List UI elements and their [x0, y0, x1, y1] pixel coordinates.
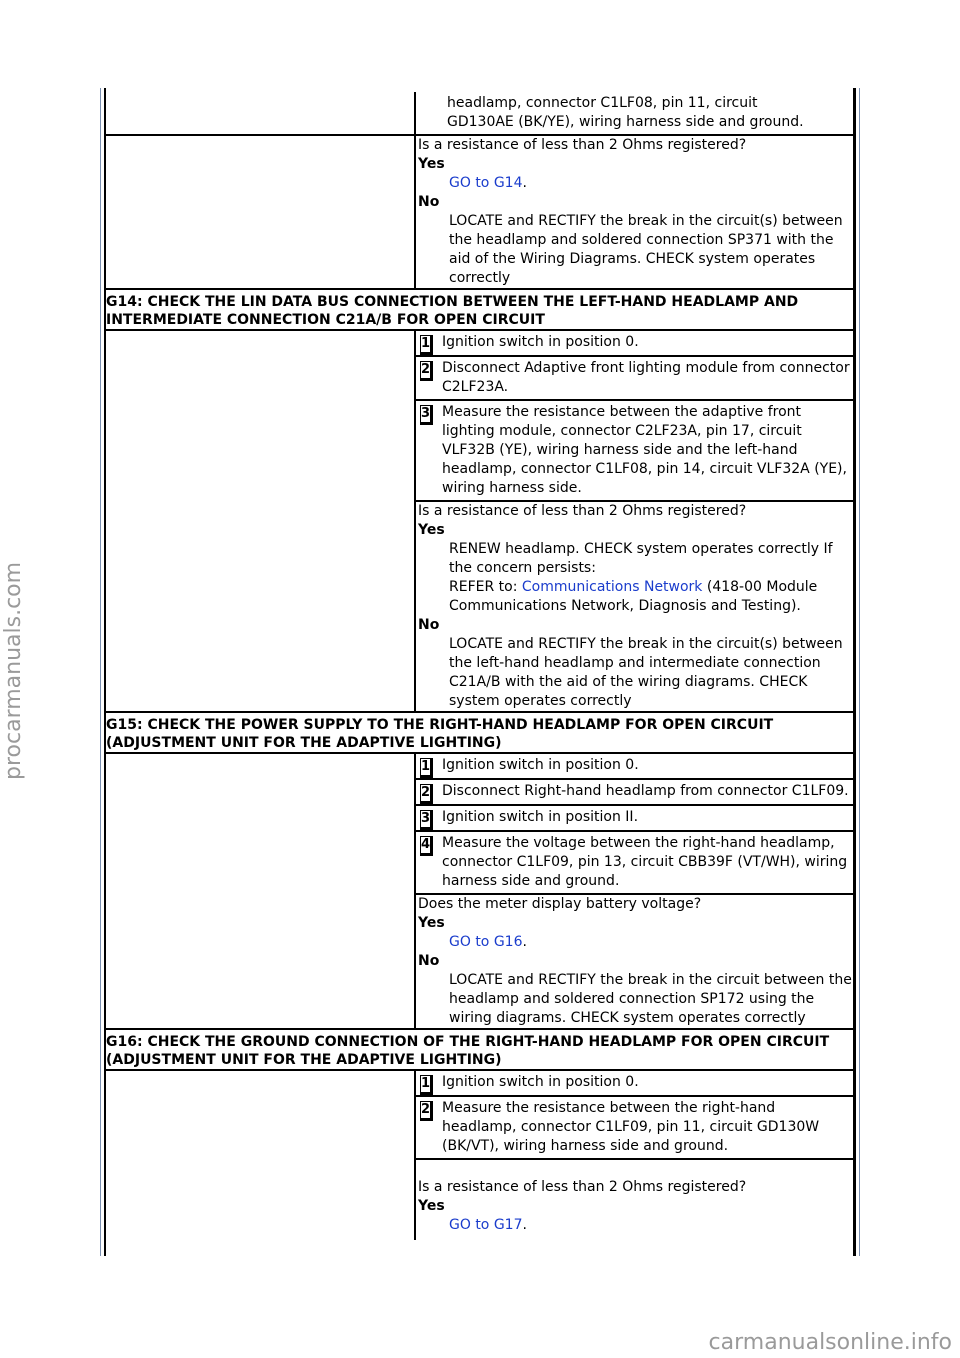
g15-steps	[104, 754, 855, 895]
step-item: 3 Measure the resistance between the adaptive front lighting module, connector C2LF23A, pin 17, circuit VLF32B (YE), wiring harness side and the left-hand headlamp, connector C1LF08, pin 14, circuit VLF32A (YE), wiring harness side.	[416, 401, 855, 502]
step-number: 1	[420, 335, 433, 355]
no-action-text: LOCATE and RECTIFY the break in the circuit between the headlamp and soldered connection SP172 using the wiring diagrams. CHECK system operates correctly	[449, 972, 852, 1026]
step-item: 2 Measure the resistance between the right-hand headlamp, connector C1LF09, pin 11, circuit GD130W (BK/VT), wiring harness side and ground.	[416, 1097, 855, 1160]
step-number: 3	[420, 405, 433, 425]
g15-header: G15: CHECK THE POWER SUPPLY TO THE RIGHT-HAND HEADLAMP FOR OPEN CIRCUIT (ADJUSTMENT UNIT FOR THE ADAPTIVE LIGHTING)	[104, 713, 855, 754]
footer-watermark: carmanualsonline.info	[708, 1330, 952, 1355]
step-number: 2	[420, 361, 433, 381]
g16-steps	[104, 1071, 855, 1160]
yes-label: Yes	[418, 156, 445, 172]
question-text: Is a resistance of less than 2 Ohms registered?	[418, 137, 747, 153]
yes-label: Yes	[418, 1198, 445, 1214]
yes-label: Yes	[418, 522, 445, 538]
step-number: 4	[420, 836, 433, 856]
step-item: 2 Disconnect Adaptive front lighting module from connector C2LF23A.	[416, 357, 855, 401]
question-text: Does the meter display battery voltage?	[418, 896, 702, 912]
question-text: Is a resistance of less than 2 Ohms registered?	[418, 503, 747, 519]
step-number: 3	[420, 810, 433, 830]
step-number: 2	[420, 784, 433, 804]
yes-label: Yes	[418, 915, 445, 931]
step-item: 1 Ignition switch in position 0.	[416, 1071, 855, 1097]
step-item: 1 Ignition switch in position 0.	[416, 331, 855, 357]
continuation-text-2: GD130AE (BK/YE), wiring harness side and ground.	[447, 114, 804, 130]
result-row-g15: Does the meter display battery voltage? Yes GO to G16. No LOCATE and RECTIFY the break in the circuit between the headlamp and soldered connection SP172 using the wiring diagrams. CHECK system operates correctly	[104, 895, 855, 1030]
communications-network-link[interactable]: Communications Network	[521, 579, 703, 595]
result-row-g13: Is a resistance of less than 2 Ohms registered? Yes GO to G14. No LOCATE and RECTIFY the break in the circuit(s) between the headlamp and soldered connection SP371 with the aid of the Wiring Diagrams. CHECK system operates correctly	[104, 136, 855, 290]
diagnostic-table	[104, 92, 855, 1240]
go-to-g17-link[interactable]: GO to G17	[449, 1217, 523, 1233]
go-to-g16-link[interactable]: GO to G16	[449, 934, 523, 950]
result-row-g16: Is a resistance of less than 2 Ohms registered? Yes GO to G17.	[104, 1160, 855, 1240]
yes-action-text: RENEW headlamp. CHECK system operates correctly If the concern persists:	[449, 541, 833, 576]
no-action-text: LOCATE and RECTIFY the break in the circuit(s) between the headlamp and soldered connection SP371 with the aid of the Wiring Diagrams. CHECK system operates correctly	[449, 213, 843, 286]
no-label: No	[418, 953, 440, 969]
step-item: 2 Disconnect Right-hand headlamp from connector C1LF09.	[416, 780, 855, 806]
step-number: 1	[420, 758, 433, 778]
step-item: 3 Ignition switch in position II.	[416, 806, 855, 832]
g16-header: G16: CHECK THE GROUND CONNECTION OF THE RIGHT-HAND HEADLAMP FOR OPEN CIRCUIT (ADJUSTMENT UNIT FOR THE ADAPTIVE LIGHTING)	[104, 1030, 855, 1071]
continuation-text-1: headlamp, connector C1LF08, pin 11, circuit	[447, 95, 758, 111]
step-number: 1	[420, 1075, 433, 1095]
left-border-line	[100, 88, 101, 1256]
result-row-g14: Is a resistance of less than 2 Ohms registered? Yes RENEW headlamp. CHECK system operates correctly If the concern persists: REFER to: Communications Network (418-00 Module Communications Network, Diagnosis and Testing). No LOCATE and RECTIFY the break in the circuit(s) between the left-hand headlamp and intermediate connection C21A/B with the aid of the wiring diagrams. CHECK system operates correctly	[104, 502, 855, 713]
g14-header: G14: CHECK THE LIN DATA BUS CONNECTION BETWEEN THE LEFT-HAND HEADLAMP AND INTERMEDIATE CONNECTION C21A/B FOR OPEN CIRCUIT	[104, 290, 855, 331]
step-number: 2	[420, 1101, 433, 1121]
step-item: 1 Ignition switch in position 0.	[416, 754, 855, 780]
right-border-line	[859, 88, 860, 1256]
no-label: No	[418, 194, 440, 210]
g14-steps	[104, 331, 855, 502]
side-watermark: procarmanuals.com	[1, 561, 26, 780]
no-label: No	[418, 617, 440, 633]
continuation-row	[104, 92, 855, 136]
question-text: Is a resistance of less than 2 Ohms registered?	[418, 1179, 747, 1195]
go-to-g14-link[interactable]: GO to G14	[449, 175, 523, 191]
no-action-text: LOCATE and RECTIFY the break in the circuit(s) between the left-hand headlamp and intermediate connection C21A/B with the aid of the wiring diagrams. CHECK system operates correctly	[449, 636, 843, 709]
step-item: 4 Measure the voltage between the right-hand headlamp, connector C1LF09, pin 13, circuit CBB39F (VT/WH), wiring harness side and ground.	[416, 832, 855, 895]
